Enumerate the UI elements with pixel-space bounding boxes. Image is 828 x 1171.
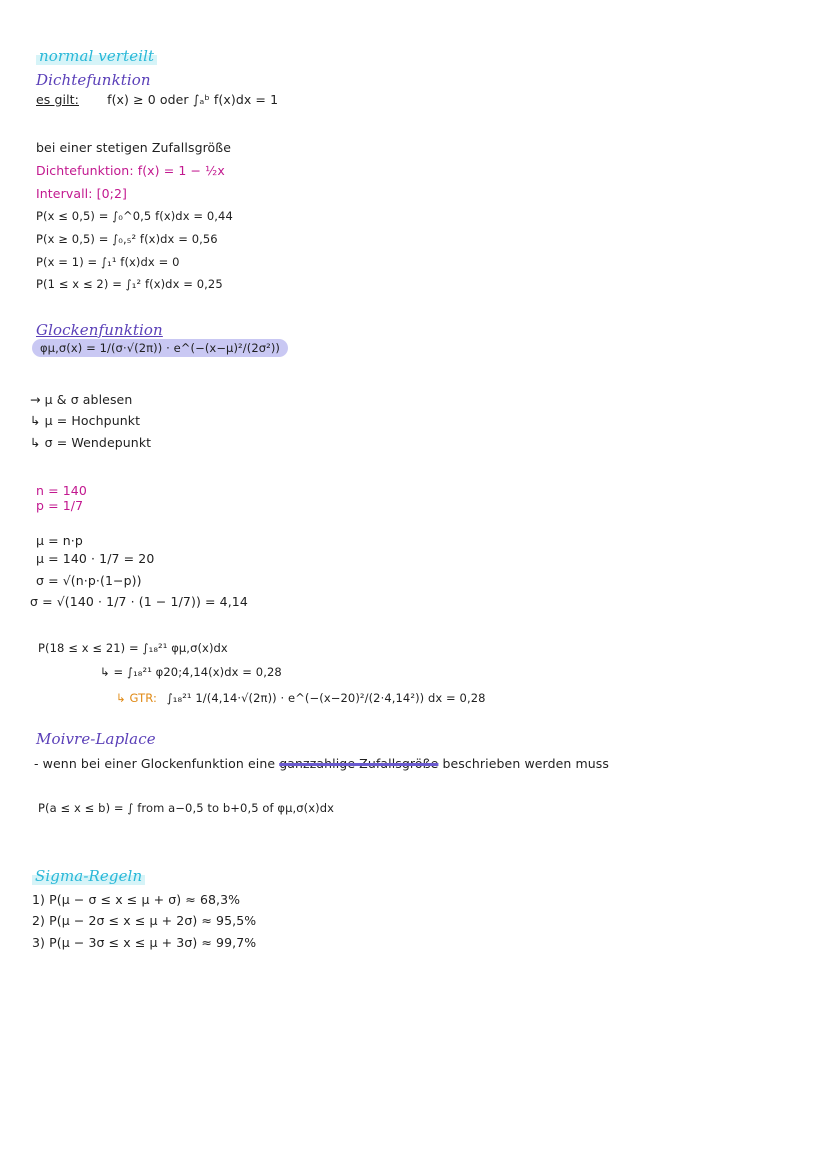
intervall: Intervall: [0;2]: [36, 186, 127, 201]
es-gilt-formula: f(x) ≥ 0 oder ∫ₐᵇ f(x)dx = 1: [107, 92, 279, 107]
section-heading-normal: [36, 48, 157, 64]
calc-4: σ = √(140 · 1/7 · (1 − 1/7)) = 4,14: [30, 594, 248, 609]
p-line-4: P(1 ≤ x ≤ 2) = ∫₁² f(x)dx = 0,25: [36, 277, 223, 291]
calc-2: μ = 140 · 1/7 = 20: [36, 551, 155, 566]
calc-3: σ = √(n·p·(1−p)): [36, 573, 142, 588]
dichte-title: Dichtefunktion: [36, 71, 151, 89]
sigma-rule-2: 2) P(μ − 2σ ≤ x ≤ μ + 2σ) ≈ 95,5%: [32, 913, 257, 928]
glocke-formula: φμ,σ(x) = 1/(σ·√(2π)) · e^(−(x−μ)²/(2σ²)): [32, 339, 288, 357]
gtr-line: [116, 690, 486, 706]
moivre-text-strike: ganzzahlige Zufallsgröße: [279, 756, 439, 771]
p-line-2: P(x ≥ 0,5) = ∫₀,₅² f(x)dx = 0,56: [36, 232, 218, 246]
glocke-formula-wrap: [32, 340, 288, 356]
glocke-line-3: ↳ σ = Wendepunkt: [30, 435, 152, 450]
p-line-3: P(x = 1) = ∫₁¹ f(x)dx = 0: [36, 255, 180, 269]
sigma-title-text: Sigma-Regeln: [32, 867, 145, 885]
prob-line: P(18 ≤ x ≤ 21) = ∫₁₈²¹ φμ,σ(x)dx: [38, 641, 228, 655]
glocke-title: [36, 322, 163, 338]
calc-1: μ = n·p: [36, 533, 83, 548]
heading-text: normal verteilt: [36, 47, 157, 65]
param-n: n = 140: [36, 483, 87, 498]
gtr-label: ↳ GTR:: [116, 691, 157, 705]
param-p: p = 1/7: [36, 498, 84, 513]
p-line-1: P(x ≤ 0,5) = ∫₀^0,5 f(x)dx = 0,44: [36, 209, 233, 223]
gtr-formula: ∫₁₈²¹ 1/(4,14·√(2π)) · e^(−(x−20)²/(2·4,14²)) dx = 0,28: [166, 691, 486, 705]
sigma-rule-1: 1) P(μ − σ ≤ x ≤ μ + σ) ≈ 68,3%: [32, 892, 241, 907]
moivre-formula: P(a ≤ x ≤ b) = ∫ from a−0,5 to b+0,5 of φμ,σ(x)dx: [38, 801, 335, 815]
moivre-text-after: beschrieben werden muss: [442, 756, 610, 771]
sigma-rule-3: 3) P(μ − 3σ ≤ x ≤ μ + 3σ) ≈ 99,7%: [32, 935, 257, 950]
moivre-text: [34, 756, 609, 772]
glocke-title-text: Glockenfunktion: [36, 321, 163, 339]
stetig-line: bei einer stetigen Zufallsgröße: [36, 140, 232, 155]
es-gilt-line: [36, 92, 278, 108]
glocke-line-1: → μ & σ ablesen: [30, 392, 133, 407]
prob-sub: ↳ = ∫₁₈²¹ φ20;4,14(x)dx = 0,28: [100, 665, 282, 679]
dichte-example: Dichtefunktion: f(x) = 1 − ½x: [36, 163, 225, 178]
sigma-title: [32, 868, 145, 884]
es-gilt-label: es gilt:: [36, 92, 79, 107]
moivre-text-before: - wenn bei einer Glockenfunktion eine: [34, 756, 276, 771]
glocke-line-2: ↳ μ = Hochpunkt: [30, 413, 141, 428]
moivre-title: Moivre-Laplace: [36, 730, 156, 748]
